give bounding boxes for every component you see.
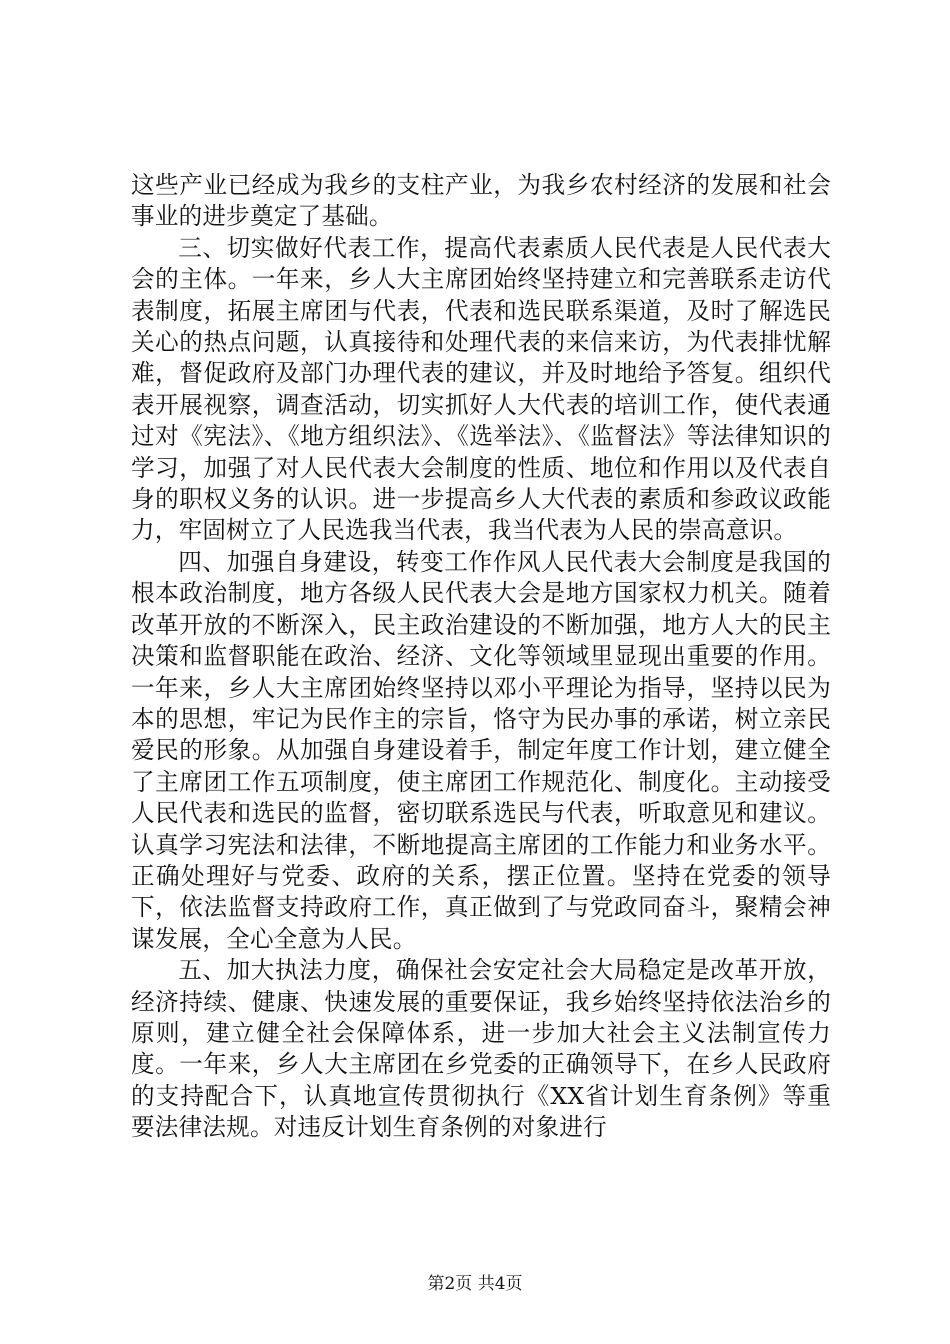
paragraph-section-five: 五、加大执法力度，确保社会安定社会大局稳定是改革开放，经济持续、健康、快速发展的重要保证，我乡始终坚持依法治乡的原则，建立健全社会保障体系，进一步加大社会主义法制宣传力度。一年来，乡人大主席团在乡党委的正确领导下，在乡人民政府的支持配合下，认真地宣传贯彻执行《XX省计划生育条例》等重要法律法规。对违反计划生育条例的对象进行 [131, 956, 831, 1142]
page-number-label: 第2页 共4页 [427, 1274, 523, 1294]
paragraph-continuation: 这些产业已经成为我乡的支柱产业，为我乡农村经济的发展和社会事业的进步奠定了基础。 [131, 171, 831, 231]
paragraph-section-four: 四、加强自身建设，转变工作作风人民代表大会制度是我国的根本政治制度，地方各级人民代表大会是地方国家权力机关。随着改革开放的不断深入，民主政治建设的不断加强，地方人大的民主决策和监督职能在政治、经济、文化等领域里显现出重要的作用。一年来，乡人大主席团始终坚持以邓小平理论为指导，坚持以民为本的思想，牢记为民作主的宗旨，恪守为民办事的承诺，树立亲民爱民的形象。从加强自身建设着手，制定年度工作计划，建立健全了主席团工作五项制度，使主席团工作规范化、制度化。主动接受人民代表和选民的监督，密切联系选民与代表，听取意见和建议。认真学习宪法和法律，不断地提高主席团的工作能力和业务水平。正确处理好与党委、政府的关系，摆正位置。坚持在党委的领导下，依法监督支持政府工作，真正做到了与党政同奋斗，聚精会神谋发展，全心全意为人民。 [131, 547, 831, 953]
document-body [131, 170, 831, 1144]
paragraph-section-three: 三、切实做好代表工作，提高代表素质人民代表是人民代表大会的主体。一年来，乡人大主席团始终坚持建立和完善联系走访代表制度，拓展主席团与代表，代表和选民联系渠道，及时了解选民关心的热点问题，认真接待和处理代表的来信来访，为代表排忧解难，督促政府及部门办理代表的建议，并及时地给予答复。组织代表开展视察，调查活动，切实抓好人大代表的培训工作，使代表通过对《宪法》、《地方组织法》、《选举法》、《监督法》等法律知识的学习，加强了对人民代表大会制度的性质、地位和作用以及代表自身的职权义务的认识。进一步提高乡人大代表的素质和参政议政能力，牢固树立了人民选我当代表，我当代表为人民的崇高意识。 [131, 233, 831, 545]
page-footer [0, 1273, 950, 1295]
